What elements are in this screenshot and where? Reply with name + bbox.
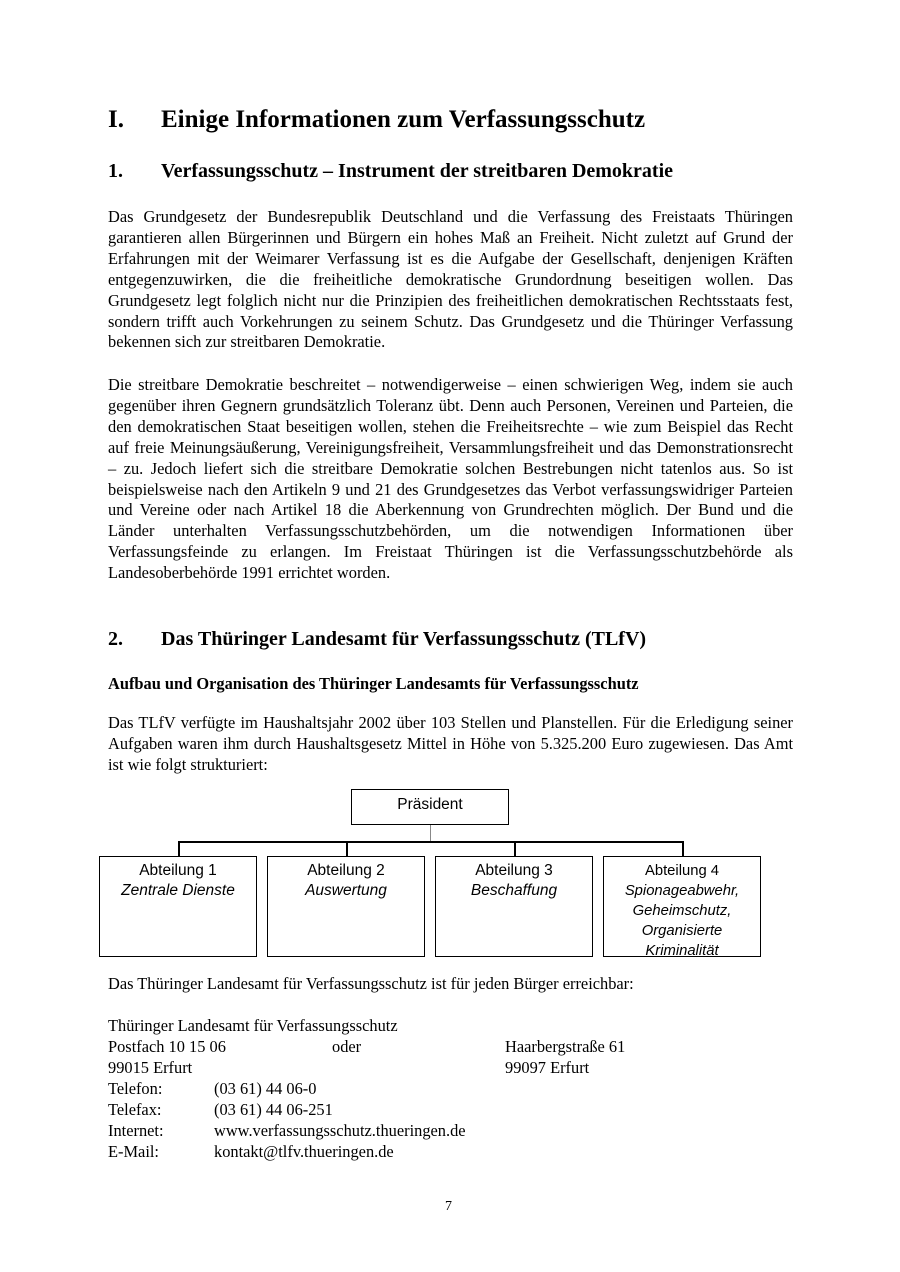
department-4-line-2: Geheimschutz, — [632, 903, 732, 919]
reachable-text: Das Thüringer Landesamt für Verfassungsschutz ist für jeden Bürger erreichbar: — [108, 974, 634, 993]
org-connector-2 — [346, 841, 348, 857]
section-1-heading — [108, 160, 673, 183]
department-3-title: Abteilung 3 — [475, 862, 553, 879]
section-1-paragraph-1: Das Grundgesetz der Bundesrepublik Deutschland und die Verfassung des Freistaats Thüringen garantieren allen Bürgerinnen und Bürgern ein hohes Maß an Freiheit. Nicht zuletzt auf Grund der Erfahrungen mit der Weimarer Verfassung ist es die Aufgabe der Gesellschaft, denjenigen Kräften entgegenzuwirken, die die freiheitliche demokratische Grundordnung beseitigen wollen. Das Grundgesetz legt folglich nicht nur die Prinzipien des freiheitlichen demokratischen Rechtsstaats fest, sondern trifft auch Vorkehrungen zu seinem Schutz. Das Grundgesetz und die Thüringer Verfassung bekennen sich zur streitbaren Demokratie. — [108, 207, 793, 352]
department-4-line-1: Spionageabwehr, — [624, 883, 740, 899]
email-label: E-Mail: — [108, 1142, 159, 1161]
phone-value: (03 61) 44 06-0 — [214, 1079, 317, 1098]
section-1-paragraph-2: Die streitbare Demokratie beschreitet – notwendigerweise – einen schwierigen Weg, indem sie auch gegenüber ihren Gegnern grundsätzlich Toleranz übt. Denn auch Personen, Vereinen und Parteien, die den demokratischen Staat beseitigen wollen, stehen die Freiheitsrechte – wie zum Beispiel das Recht auf freie Meinungsäußerung, Vereinigungsfreiheit, Versammlungsfreiheit und das Demonstrationsrecht – zu. Jedoch liefert sich die streitbare Demokratie solchen Bestrebungen nicht tatenlos aus. So ist beispielsweise nach den Artikeln 9 und 21 des Grundgesetzes das Verbot verfassungswidriger Parteien und Vereine oder nach Artikel 18 die Aberkennung von Grundrechten möglich. Der Bund und die Länder unterhalten Verfassungsschutzbehörden, um die notwendigen Informationen über Verfassungsfeinde zu erlangen. Im Freistaat Thüringen ist die Verfassungsschutzbehörde als Landesoberbehörde 1991 errichtet worden. — [108, 375, 793, 583]
internet-label: Internet: — [108, 1121, 164, 1140]
section-2-number: 2. — [108, 628, 123, 650]
org-connector-vertical — [430, 825, 431, 841]
department-1-line-1: Zentrale Dienste — [121, 882, 235, 899]
section-1-title: Verfassungsschutz – Instrument der streitbaren Demokratie — [161, 160, 674, 182]
section-2-paragraph: Das TLfV verfügte im Haushaltsjahr 2002 über 103 Stellen und Planstellen. Für die Erledigung seiner Aufgaben waren ihm durch Haushaltsgesetz Mittel in Höhe von 5.325.200 Euro zugewiesen. Das Amt ist wie folgt strukturiert: — [108, 713, 793, 774]
section-2-title: Das Thüringer Landesamt für Verfassungsschutz (TLfV) — [161, 628, 647, 650]
department-2-line-1: Auswertung — [305, 882, 387, 899]
contact-oder: oder — [332, 1037, 362, 1056]
department-4-line-3: Organisierte Kriminalität — [641, 923, 723, 959]
org-connector-3 — [514, 841, 516, 857]
main-heading-number: I. — [108, 106, 124, 133]
department-1-title: Abteilung 1 — [139, 862, 217, 879]
org-box-department-1 — [99, 856, 257, 957]
org-connector-1 — [178, 841, 180, 857]
department-2-title: Abteilung 2 — [307, 862, 385, 879]
contact-street: Haarbergstraße 61 — [505, 1037, 626, 1056]
org-box-department-2 — [267, 856, 425, 957]
org-connector-horizontal — [178, 841, 683, 843]
contact-postcode-left: 99015 Erfurt — [108, 1058, 193, 1077]
email-link[interactable]: kontakt@tlfv.thueringen.de — [214, 1142, 394, 1161]
org-box-president — [351, 789, 509, 825]
org-president-label: Präsident — [397, 796, 463, 813]
section-2-subheading: Aufbau und Organisation des Thüringer Landesamts für Verfassungsschutz — [108, 674, 639, 693]
section-1-number: 1. — [108, 160, 123, 182]
main-heading — [108, 106, 645, 134]
org-connector-4 — [682, 841, 684, 857]
org-box-department-3 — [435, 856, 593, 957]
contact-postfach: Postfach 10 15 06 — [108, 1037, 226, 1056]
contact-postcode-right: 99097 Erfurt — [505, 1058, 590, 1077]
phone-label: Telefon: — [108, 1079, 163, 1098]
main-heading-text: Einige Informationen zum Verfassungsschutz — [161, 106, 646, 133]
department-4-title: Abteilung 4 — [644, 863, 720, 879]
page-number: 7 — [445, 1199, 452, 1214]
fax-label: Telefax: — [108, 1100, 162, 1119]
department-3-line-1: Beschaffung — [470, 882, 558, 899]
section-2-heading — [108, 628, 646, 651]
contact-name: Thüringer Landesamt für Verfassungsschutz — [108, 1016, 398, 1035]
internet-link[interactable]: www.verfassungsschutz.thueringen.de — [214, 1121, 466, 1140]
fax-value: (03 61) 44 06-251 — [214, 1100, 333, 1119]
org-box-department-4 — [603, 856, 761, 957]
